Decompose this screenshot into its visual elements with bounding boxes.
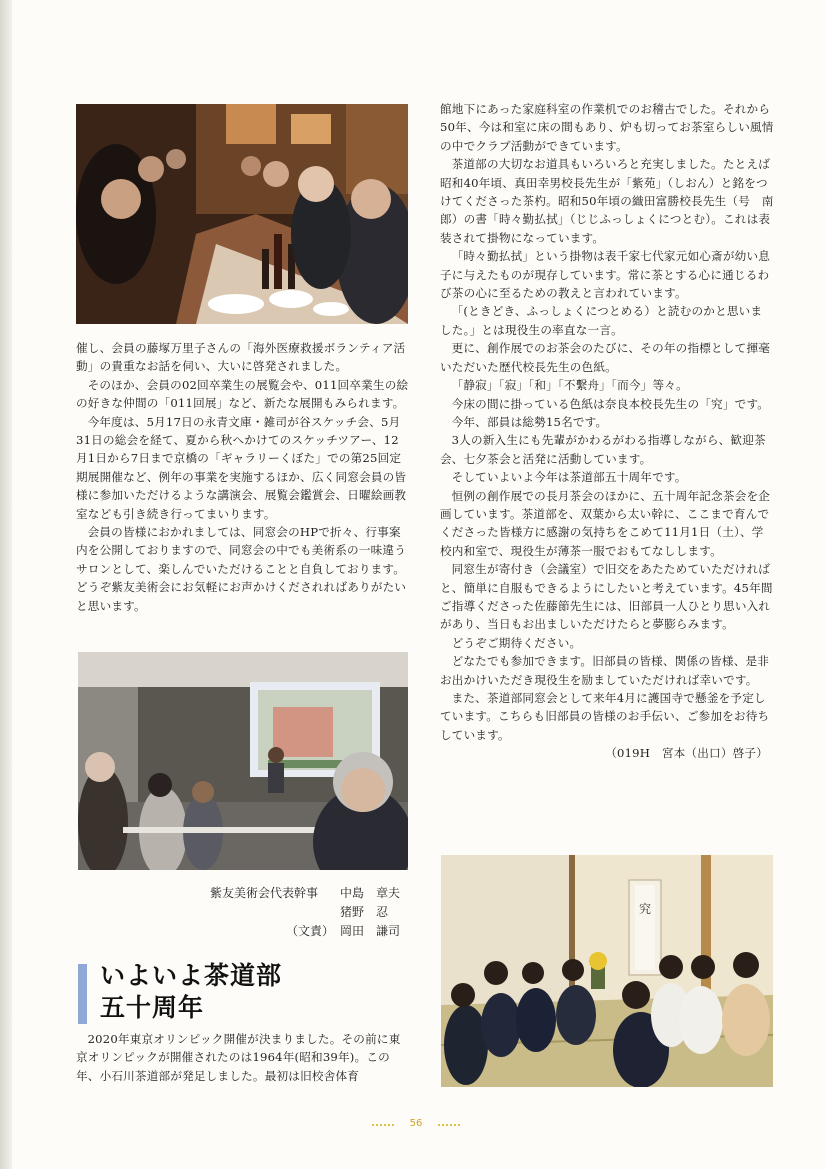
right-paragraph: そしていよいよ今年は茶道部五十周年です。 [451,470,687,485]
kakejiku-character: 究 [638,902,652,916]
page-number-text: 56 [409,1118,423,1129]
left-paragraph: 会員の皆様におかれましては、同窓会のHPで折々、行事案内を公開しておりますので、同窓会の中でも美術系の一味違うサロンとして、楽しんでいただけることと自負しております。どうぞ紫友美術会にお気軽にお声かけくだされればありがたいと思います。 [76,525,407,613]
right-paragraph: 「静寂」「寂」「和」「不繫舟」「而今」等々。 [451,378,688,393]
left-paragraph: 催し、会員の藤塚万里子さんの「海外医療救援ボランティア活動」の貴重なお話を伺い、大いに啓発されました。 [76,341,406,374]
right-paragraph: 恒例の創作展での長月茶会のほかに、五十周年記念茶会を企画しています。茶道部を、双葉から太い幹に、ここまで育んでくださった皆様方に感謝の気持ちをこめて11月1日（土）、学校内和室で、現役生が薄茶一服でおもてなしします。 [440,488,771,558]
signature: （019H 宮本（出口）啓子） [605,746,768,761]
left-column-text [76,339,410,615]
lecture-photo-illustration [78,652,408,870]
page-number [396,1118,436,1129]
credit-role [210,903,340,922]
right-paragraph: 更に、創作展でのお茶会のたびに、その年の指標として揮毫いただいた歴代校長先生の色紙。 [440,341,771,374]
right-paragraph: 「(ときどき、ふっしょくにつとめる）と読むのかと思いました。」とは現役生の率直な一言。 [440,304,763,337]
section-heading [100,960,282,1024]
credit-name: 猪野 忍 [340,905,389,919]
page-number-dots-left [372,1124,394,1126]
left-paragraph: そのほか、会員の02回卒業生の展覧会や、011回卒業生の絵の好きな仲間の「011回展」など、新たな展開もみられます。 [76,377,409,411]
page-number-dots-right [438,1124,460,1126]
credit-row [210,903,420,922]
right-paragraph: 「時々勤払拭」という掛物は表千家七代家元如心斎が幼い息子に与えたものが現存しています。常に茶とする心に通じるわび茶の心に至るための教えと言われています。 [440,249,771,301]
photo-tea-ceremony [441,855,773,1087]
page-binding-edge [0,0,12,1169]
right-paragraph: 茶道部の大切なお道具もいろいろと充実しました。たとえば昭和40年頃、真田幸男校長先生が「紫苑」（しおん）と銘をつけてくださった茶杓。昭和50年頃の織田富勝校長先生（号 南郎）の書「時々勤払拭」（じじふっしょくにつとむ）。これは表装されて掛物になっています。 [440,157,774,245]
section-heading-line2: 五十周年 [100,993,205,1022]
right-paragraph: 館地下にあった家庭科室の作業机でのお稽古でした。それから50年、今は和室に床の間もあり、炉も切ってお茶室らしい風情の中でクラブ活動ができています。 [440,102,774,153]
right-paragraph: どなたでも参加できます。旧部員の皆様、関係の皆様、是非お出かけいただき現役生を励ましていただければ幸いです。 [440,654,770,687]
section-heading-line1: いよいよ茶道部 [100,961,283,990]
credit-name: 岡田 謙司 [340,924,401,938]
credit-name: 中島 章夫 [340,886,401,900]
credit-row [210,884,420,903]
bottom-left-text [76,1030,410,1085]
tea-photo-illustration [441,855,773,1087]
right-column-text [440,100,774,763]
photo-dinner-gathering [76,104,408,324]
credits-block [210,884,420,941]
right-paragraph: 同窓生が寄付き（会議室）で旧交をあたためていただければと、簡単に自服もできるようにしたいと考えています。45年間ご指導くださった佐藤節先生には、旧部員一人ひとり思い入れがあり、当日もお出ましいただけたらと夢膨らみます。 [440,562,773,632]
right-paragraph: どうぞご期待ください。 [451,635,582,650]
section-heading-bar [78,964,87,1024]
left-paragraph: 今年度は、5月17日の永青文庫・雑司が谷スケッチ会、5月31日の総会を経て、夏から秋へかけてのスケッチツアー、12月1日から7日まで京橋の「ギャラリーくぼた」での第25回定期展開催など、例年の事業を実施するほか、広く同窓会員の皆様に参加いただけるような講演会、展覧会鑑賞会、日曜絵画教室なども引き続き行ってまいります。 [76,414,407,521]
credit-row [210,922,420,941]
right-paragraph: 3人の新入生にも先輩がかわるがわる指導しながら、歓迎茶会、七夕茶会と活発に活動しています。 [440,433,766,466]
credit-role: 紫友美術会代表幹事 [210,886,319,900]
photo-lecture [78,652,408,870]
right-paragraph: 今年、部員は総勢15名です。 [451,414,608,429]
bottom-left-paragraph: 2020年東京オリンピック開催が決まりました。その前に東京オリンピックが開催されたのは1964年(昭和39年)。この年、小石川茶道部が発足しました。最初は旧校舎体育 [76,1032,401,1083]
right-paragraph: また、茶道部同窓会として来年4月に護国寺で懸釜を予定しています。こちらも旧部員の皆様のお手伝い、ご参加をお待ちしています。 [440,691,770,742]
credit-role: （文責） [285,924,334,938]
right-paragraph: 今床の間に掛っている色紙は奈良本校長先生の「究」です。 [451,396,770,411]
dinner-photo-illustration [76,104,408,324]
